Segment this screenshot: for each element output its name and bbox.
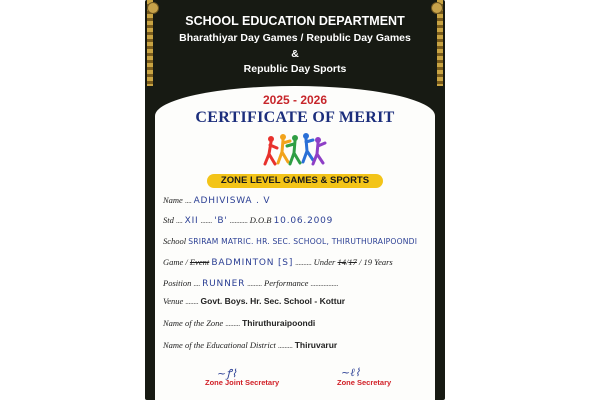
std-label: Std [163,215,174,225]
sports-title: Republic Day Sports [243,63,347,75]
dob-value: 10.06.2009 [273,216,334,226]
venue-value: Govt. Boys. Hr. Sec. School - Kottur [200,296,346,306]
under-17-option: 17 [348,257,357,267]
zone-value: Thiruthuraipoondi [242,318,316,328]
name-value: ADHIVISWA . V [193,196,271,206]
dots-separator: ......... [225,318,240,328]
std-value: XII [184,216,199,226]
dots-separator: ......... [277,340,293,350]
name-row [163,195,270,206]
academic-year: 2025 - 2026 [262,93,328,107]
zone-label: Name of the Zone [163,318,224,328]
dots-separator: ......... [247,278,262,288]
corner-ornament [147,2,159,14]
corner-ornament [431,2,443,14]
position-row [163,278,338,289]
dots-separator: ....... [200,215,212,225]
certificate [145,0,445,400]
performance-label: Performance [264,278,309,288]
school-label: School [163,236,187,246]
years-label: Years [374,257,393,267]
zone-level-banner: ZONE LEVEL GAMES & SPORTS [207,174,383,188]
dots-separator: ................. [310,278,339,288]
dob-label: D.O.B [249,215,272,225]
zone-row [163,318,315,328]
school-row [163,236,417,246]
secretary-signature: ~ℓ⌇ [341,366,361,379]
dots-separator: .... [184,195,192,205]
under-19-option: 19 [363,257,372,267]
name-label: Name [163,195,183,205]
district-value: Thiruvarur [294,340,338,350]
dots-separator: ........ [185,296,199,306]
dots-separator: ........... [229,215,248,225]
zone-secretary-label: Zone Secretary [337,378,392,387]
department-title: SCHOOL EDUCATION DEPARTMENT [185,14,405,28]
dots-separator: .... [193,278,200,288]
sports-silhouettes-icon [263,130,329,170]
game-value: BADMINTON [S] [211,258,294,268]
ampersand: & [291,48,299,60]
certificate-title: CERTIFICATE OF MERIT [195,109,395,126]
game-label: Game / [163,257,188,267]
section-value: 'B' [214,216,228,226]
venue-label: Venue [163,296,184,306]
under-14-option: 14 [337,257,346,267]
std-row [163,215,333,226]
position-value: RUNNER [202,279,246,289]
dots-separator: .... [176,215,183,225]
position-label: Position [163,278,192,288]
under-label: Under [313,257,336,267]
event-label: Event [189,257,210,267]
school-value: SRIRAM MATRIC. HR. SEC. SCHOOL, THIRUTHURAIPOONDI [188,237,418,246]
venue-row [163,296,345,306]
district-label: Name of the Educational District [163,340,276,350]
dots-separator: .......... [295,257,312,267]
district-row [163,340,337,350]
zone-joint-secretary-label: Zone Joint Secretary [205,378,280,387]
joint-secretary-signature: ~ꝭ⌇ [217,367,237,380]
games-title: Bharathiyar Day Games / Republic Day Games [179,32,411,44]
game-row: Game / Event BADMINTON [S] .......... Under 14/17 / 19 Years [163,257,393,268]
